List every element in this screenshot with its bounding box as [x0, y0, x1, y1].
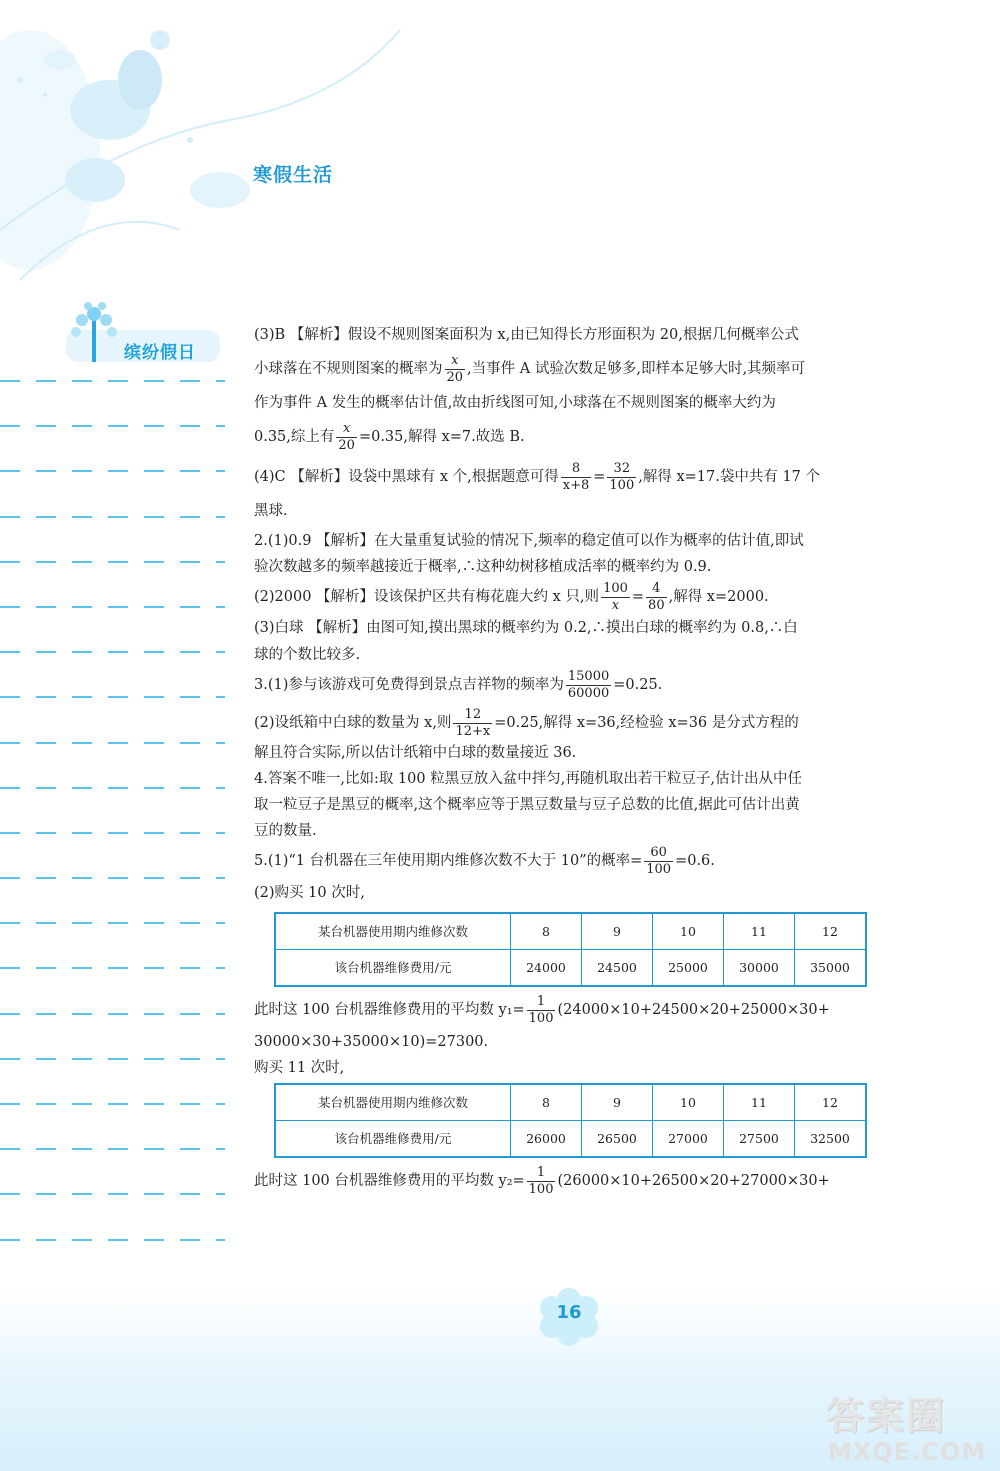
dash-line	[0, 516, 225, 518]
table-row-label: 该台机器维修费用/元	[275, 950, 511, 987]
dash-line	[0, 877, 225, 879]
fraction-numerator: 60	[644, 845, 673, 862]
text-span: =0.6.	[675, 853, 715, 869]
text-span: (26000×10+26500×20+27000×30+	[557, 1173, 830, 1189]
table-row-label: 该台机器维修费用/元	[275, 1121, 511, 1158]
text-span: =0.35,解得 x=7.故选 B.	[358, 429, 525, 445]
dash-line	[0, 967, 225, 969]
fraction-numerator: 32	[607, 461, 636, 478]
answer-content	[254, 318, 886, 1198]
table-cell: 12	[795, 1084, 867, 1121]
fraction-numerator: x	[445, 353, 466, 370]
floral-background-decoration	[0, 0, 420, 300]
fraction-denominator: 12+x	[455, 723, 491, 739]
dash-line	[0, 787, 225, 789]
buy11-line: 购买 11 次时,	[254, 1060, 345, 1076]
table-cell: 11	[724, 913, 795, 950]
dash-line	[0, 425, 225, 427]
table-row-label: 某台机器使用期内维修次数	[275, 913, 511, 950]
dash-line	[0, 1239, 225, 1241]
page-number: 16	[556, 1302, 582, 1323]
s2-line-2: 验次数越多的频率越接近于概率,∴这种幼树移植成活率的概率约为 0.9.	[254, 559, 712, 575]
s2-2-line: (2)2000 【解析】设该保护区共有梅花鹿大约 x 只,则 $\frac{100}{x}$ = $\frac{4}{80}$ ,解得 x=2000.	[254, 580, 769, 613]
fraction-denominator: 20	[338, 437, 355, 453]
fraction	[453, 707, 492, 740]
text-span: (4)C 【解析】设袋中黑球有 x 个,根据题意可得	[254, 469, 559, 485]
table-row	[275, 1084, 866, 1121]
table-cell: 26000	[511, 1121, 582, 1158]
s3-2-line-1	[254, 706, 886, 740]
repair-cost-table-10	[274, 912, 867, 987]
table-cell: 11	[724, 1084, 795, 1121]
text-span: ,解得 x=17.袋中共有 17 个	[638, 469, 821, 485]
text-span: =0.25.	[613, 677, 663, 693]
s4-line-2: 取一粒豆子是黑豆的概率,这个概率应等于黑豆数量与豆子总数的比值,据此可估计出黄	[254, 797, 800, 813]
text-span: 此时这 100 台机器维修费用的平均数 y₁=	[254, 1002, 525, 1018]
avg1-line-1	[254, 993, 886, 1027]
fraction-numerator: 1	[527, 1165, 556, 1182]
text-span: =0.25,解得 x=36,经检验 x=36 是分式方程的	[494, 715, 799, 731]
table-cell: 27500	[724, 1121, 795, 1158]
s2-line-1: 2.(1)0.9 【解析】在大量重复试验的情况下,频率的稳定值可以作为概率的估计值,即试	[254, 533, 804, 549]
dash-line	[0, 1103, 225, 1105]
dash-line	[0, 742, 225, 744]
fraction	[527, 1165, 556, 1198]
table-row-label: 某台机器使用期内维修次数	[275, 1084, 511, 1121]
fraction	[445, 353, 466, 386]
table-cell: 10	[653, 913, 724, 950]
fraction	[336, 421, 357, 454]
q4-line-1: (4)C 【解析】设袋中黑球有 x 个,根据题意可得 $\frac{8}{x+8}$ = $\frac{32}{100}$ ,解得 x=17.袋中共有 17 个	[254, 460, 821, 493]
fraction-numerator: 1	[527, 994, 556, 1011]
table-cell: 35000	[795, 950, 867, 987]
text-span: ,解得 x=2000.	[668, 589, 769, 605]
dash-line	[0, 1013, 225, 1015]
fraction-denominator: 100	[609, 477, 635, 493]
fraction	[561, 461, 592, 494]
table-cell: 26500	[582, 1121, 653, 1158]
page-header-title: 寒假生活	[253, 164, 334, 186]
fraction-denominator: 100	[646, 861, 672, 877]
fraction	[646, 581, 667, 614]
dash-line	[0, 606, 225, 608]
dash-line	[0, 922, 225, 924]
dash-line	[0, 1148, 225, 1150]
fraction-denominator: x	[611, 597, 620, 613]
table-cell: 30000	[724, 950, 795, 987]
fraction-numerator: 12	[453, 707, 492, 724]
dash-line	[0, 651, 225, 653]
fraction-numerator: x	[336, 421, 357, 438]
text-span: 5.(1)“1 台机器在三年使用期内维修次数不大于 10”的概率=	[254, 853, 643, 869]
fraction-denominator: x+8	[562, 477, 590, 493]
fraction-numerator: 100	[603, 580, 628, 596]
fraction	[566, 669, 611, 702]
text-span: (2)2000 【解析】设该保护区共有梅花鹿大约 x 只,则	[254, 589, 600, 605]
fraction-numerator: 4	[646, 581, 667, 598]
text-span: 小球落在不规则图案的概率为	[254, 361, 443, 377]
table-cell: 25000	[653, 950, 724, 987]
table-cell: 9	[582, 913, 653, 950]
s4-line-3: 豆的数量.	[254, 823, 317, 839]
watermark-url-text: MXQE.COM	[828, 1438, 987, 1466]
q3-line-4	[254, 420, 886, 454]
table-cell: 24000	[511, 950, 582, 987]
dash-line	[0, 561, 225, 563]
fraction-numerator: 8	[561, 461, 592, 478]
dash-line	[0, 1058, 225, 1060]
s5-2-line: (2)购买 10 次时,	[254, 885, 365, 901]
s3-2-line-2: 解且符合实际,所以估计纸箱中白球的数量接近 36.	[254, 745, 577, 761]
table-cell: 9	[582, 1084, 653, 1121]
table-row	[275, 913, 866, 950]
s5-1-line	[254, 844, 886, 878]
table-row	[275, 1121, 866, 1158]
s3-1-line	[254, 668, 886, 702]
q3-line-2	[254, 352, 886, 386]
table-cell: 32500	[795, 1121, 867, 1158]
dash-line	[0, 380, 225, 382]
s2-3-line-1: (3)白球 【解析】由图可知,摸出黑球的概率约为 0.2,∴摸出白球的概率约为 0.8,∴白	[254, 620, 798, 636]
table-cell: 12	[795, 913, 867, 950]
fraction-numerator: 15000	[567, 668, 610, 684]
q3-line-3: 作为事件 A 发生的概率估计值,故由折线图可知,小球落在不规则图案的概率大约为	[254, 395, 776, 411]
table-cell: 27000	[653, 1121, 724, 1158]
fraction	[607, 461, 636, 494]
text-span: 此时这 100 台机器维修费用的平均数 y₂=	[254, 1173, 525, 1189]
table-row	[275, 950, 866, 987]
text-span: 0.35,综上有	[254, 429, 335, 445]
text-span: (24000×10+24500×20+25000×30+	[557, 1002, 830, 1018]
dash-line	[0, 1193, 225, 1195]
s2-3-line-2: 球的个数比较多.	[254, 647, 361, 663]
s4-line-1: 4.答案不唯一,比如:取 100 粒黑豆放入盆中拌匀,再随机取出若干粒豆子,估计出从中任	[254, 771, 802, 787]
text-span: 3.(1)参与该游戏可免费得到景点吉祥物的频率为	[254, 677, 564, 693]
text-span: (2)设纸箱中白球的数量为 x,则	[254, 715, 452, 731]
text-span: ,当事件 A 试验次数足够多,即样本足够大时,其频率可	[467, 361, 806, 377]
section-badge-label: 缤纷假日	[124, 343, 196, 363]
fraction-denominator: 80	[648, 597, 665, 613]
q3-line-1: (3)B 【解析】假设不规则图案面积为 x,由已知得长方形面积为 20,根据几何概率公式	[254, 327, 799, 343]
dash-line	[0, 696, 225, 698]
table-cell: 10	[653, 1084, 724, 1121]
fraction-denominator: 100	[528, 1010, 554, 1026]
fraction-denominator: 60000	[567, 685, 610, 701]
dash-line	[0, 832, 225, 834]
table-cell: 24500	[582, 950, 653, 987]
fraction	[601, 581, 630, 614]
fraction-denominator: 20	[446, 369, 464, 385]
fraction	[527, 994, 556, 1027]
table-cell: 8	[511, 1084, 582, 1121]
avg2-line-1	[254, 1164, 886, 1198]
repair-cost-table-11	[274, 1083, 867, 1158]
dash-line	[0, 470, 225, 472]
table-cell: 8	[511, 913, 582, 950]
note-dash-lines	[0, 380, 225, 1284]
fraction-denominator: 100	[528, 1181, 554, 1197]
q4-line-2: 黑球.	[254, 503, 288, 519]
avg1-line-2: 30000×30+35000×10)=27300.	[254, 1034, 489, 1050]
watermark-logo-text: 答案圈	[826, 1394, 947, 1438]
fraction	[644, 845, 673, 878]
